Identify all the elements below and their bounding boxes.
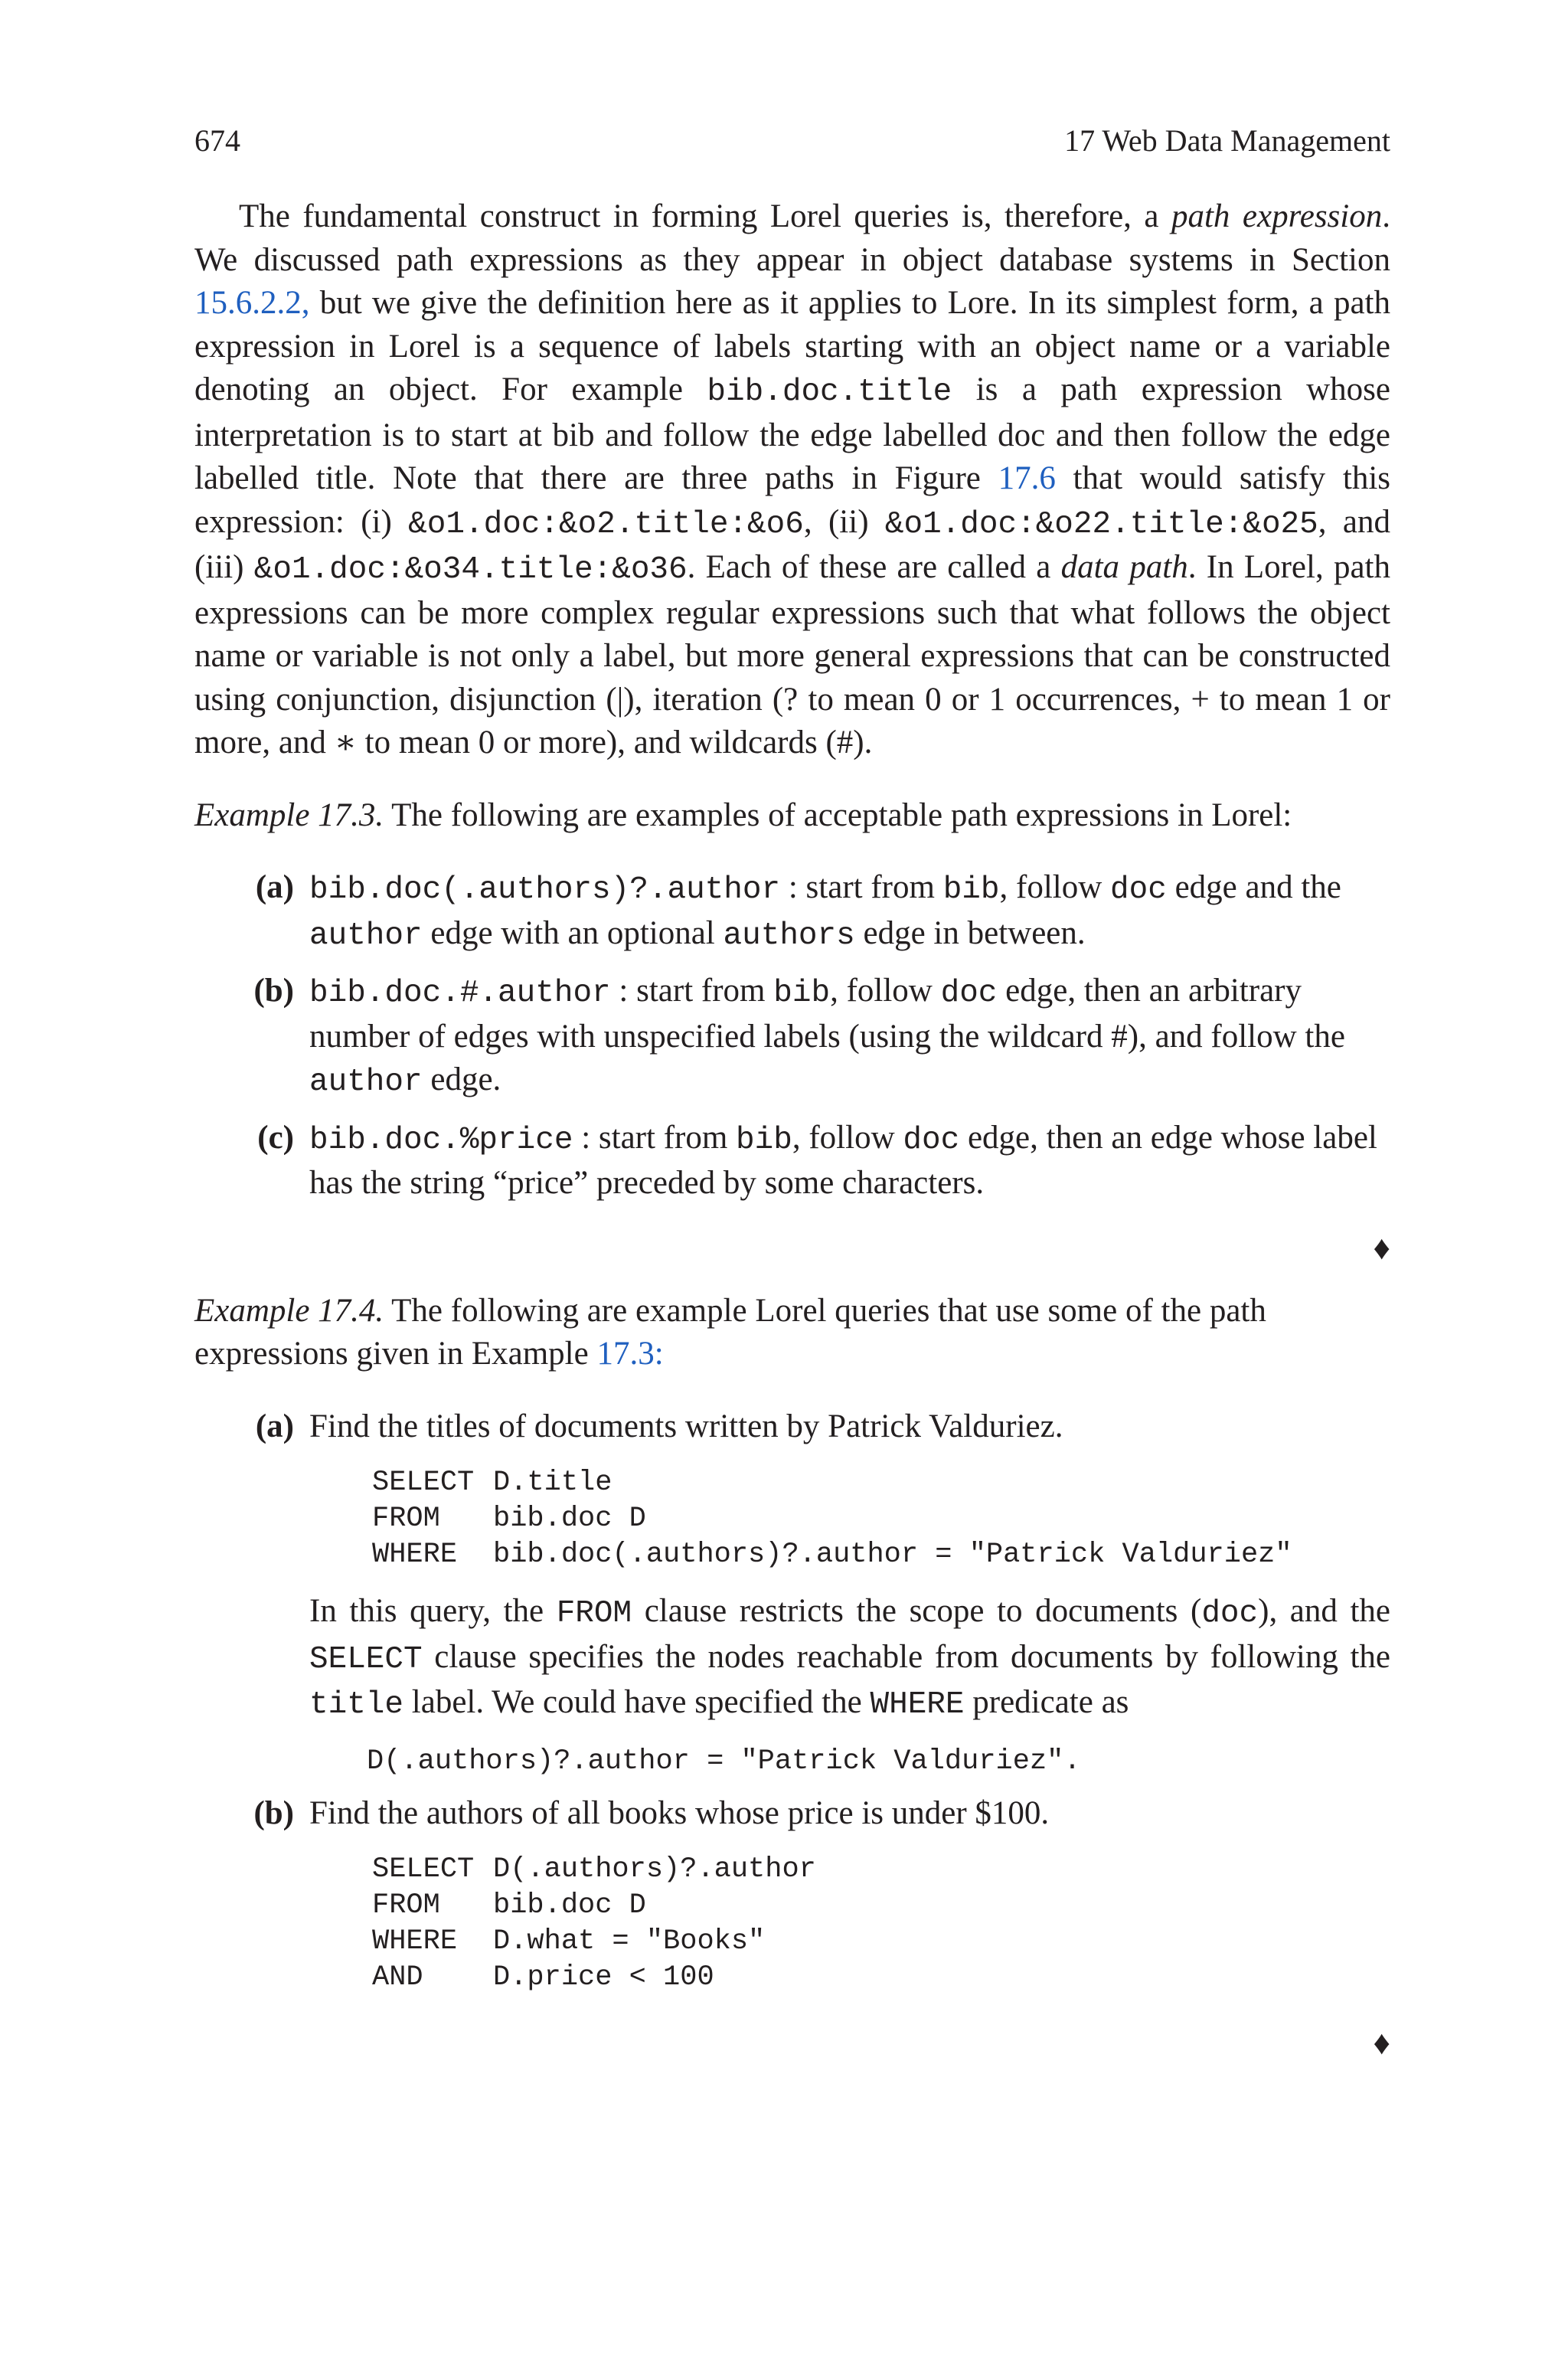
code-block: [372, 1465, 1390, 1573]
item-title: Find the authors of all books whose price is under $100.: [309, 1794, 1050, 1831]
text: The fundamental construct in forming Lorel queries is, therefore, a: [239, 198, 1171, 234]
text: edge with an optional: [422, 914, 724, 951]
text: , follow: [830, 973, 941, 1009]
example-17-3-heading: [194, 794, 1390, 838]
inline-code: author: [309, 918, 423, 953]
text: , follow: [792, 1119, 903, 1156]
inline-code: bib: [736, 1122, 792, 1158]
term-data-path: data path: [1060, 549, 1188, 585]
text: predicate as: [964, 1684, 1129, 1720]
inline-code: &o1.doc:&o2.title:&o6: [408, 506, 804, 542]
code-value: D.title: [493, 1467, 612, 1499]
inline-code: bib.doc.%price: [309, 1122, 573, 1158]
code-snippet: D(.authors)?.author = "Patrick Valduriez".: [367, 1745, 1081, 1778]
list-item: [194, 1405, 1390, 1780]
inline-code: bib.doc.#.author: [309, 976, 611, 1011]
code-line: [372, 1888, 1390, 1924]
code-line: [372, 1960, 1390, 1996]
text: edge and the: [1166, 869, 1341, 905]
code-line: [372, 1501, 1390, 1537]
inline-code: &o1.doc:&o22.title:&o25: [884, 506, 1318, 542]
page-number: 674: [194, 123, 240, 158]
inline-code: doc: [903, 1122, 960, 1158]
item-label: (b): [253, 973, 294, 1009]
inline-code: doc: [1110, 872, 1167, 908]
example-label: Example 17.4.: [194, 1292, 384, 1329]
inline-code: bib: [773, 976, 831, 1011]
inline-code: author: [309, 1065, 423, 1100]
inline-code: title: [309, 1687, 404, 1722]
running-header: [194, 123, 1390, 168]
text: . We discussed path expressions as they appear in object database systems in Section: [194, 198, 1390, 278]
inline-code: authors: [723, 918, 855, 953]
inline-code: &o1.doc:&o34.title:&o36: [253, 552, 688, 587]
item-title: Find the titles of documents written by Patrick Valduriez.: [309, 1408, 1063, 1444]
item-label: (b): [253, 1794, 294, 1831]
keyword: AND: [372, 1961, 423, 1994]
text: but we give the definition here as it applies to Lore. In its simplest form, a path expression in Lorel is a sequence of labels starting with an object name or a variable denoting an object. For example: [194, 285, 1390, 407]
inline-code: doc: [940, 976, 998, 1011]
keyword: SELECT: [372, 1467, 475, 1499]
text: edge, then an arbitrary number of edges with unspecified labels (using the wildcard #), and follow the: [309, 973, 1345, 1055]
code-block: [372, 1852, 1390, 1996]
example-link[interactable]: 17.3:: [596, 1336, 664, 1372]
list-item: [194, 866, 1390, 957]
item-label: (c): [257, 1119, 294, 1156]
keyword: SELECT: [372, 1853, 475, 1886]
code-value: D(.authors)?.author: [493, 1853, 816, 1886]
example-end-marker: [194, 1218, 1390, 1271]
text: In this query, the: [309, 1593, 557, 1629]
list-item: [194, 1792, 1390, 1997]
code-value: D.price < 100: [493, 1961, 714, 1994]
text: clause specifies the nodes reachable from documents by following the: [422, 1638, 1390, 1675]
code-value: bib.doc(.authors)?.author = "Patrick Valduriez": [493, 1539, 1292, 1571]
inline-code: bib.doc(.authors)?.author: [309, 872, 781, 908]
text: : start from: [780, 869, 943, 905]
code-value: bib.doc D: [493, 1889, 646, 1922]
text: , and (iii): [194, 503, 1390, 585]
text: , (ii): [803, 503, 885, 540]
list-item: [194, 1117, 1390, 1205]
inline-code: SELECT: [309, 1641, 423, 1677]
text: edge.: [422, 1061, 501, 1097]
text: . In Lorel, path expressions can be more complex regular expressions such that what follows the object name or variable is not only a label, but more general expressions that can be constructed using conjunction, disjunction (|), iteration (? to mean 0 or 1 occurrences, + to mean 1 or more, and ∗ to mean 0 or more), and wildcards (#).: [194, 549, 1390, 761]
text: The following are examples of acceptable path expressions in Lorel:: [384, 796, 1292, 833]
text: edge, then an edge whose label has the string “price” preceded by some characters.: [309, 1119, 1377, 1201]
running-title: 17 Web Data Management: [1064, 123, 1390, 158]
text: : start from: [573, 1119, 737, 1156]
item-label: (a): [255, 1408, 294, 1444]
example-label: Example 17.3.: [194, 796, 384, 833]
term-path-expression: path expression: [1171, 198, 1383, 234]
inline-code: doc: [1201, 1596, 1259, 1631]
inline-code: bib.doc.title: [707, 375, 952, 410]
body-content: [194, 195, 1390, 2066]
code-value: bib.doc D: [493, 1503, 646, 1535]
example-end-marker: [194, 2013, 1390, 2066]
code-value: D.what = "Books": [493, 1925, 766, 1958]
code-line: [372, 1924, 1390, 1960]
text: The following are example Lorel queries that use some of the path expressions given in Example: [194, 1292, 1266, 1372]
diamond-icon: ♦: [1373, 2024, 1390, 2062]
list-item: [194, 970, 1390, 1104]
example-17-3-items: [194, 866, 1390, 1205]
text: label. We could have specified the: [403, 1684, 871, 1720]
inline-code: bib: [942, 872, 1000, 908]
text: is a path expression whose interpretation is to start at bib and follow the edge labelled doc and then follow the edge labelled title. Note that there are three paths in Figure: [194, 371, 1391, 496]
text: . Each of these are called a: [687, 549, 1061, 585]
figure-link[interactable]: 17.6: [998, 460, 1056, 496]
text: clause restricts the scope to documents (: [632, 1593, 1202, 1629]
inline-code: WHERE: [870, 1687, 965, 1722]
text: : start from: [610, 973, 774, 1009]
keyword: FROM: [372, 1503, 440, 1535]
paragraph-path-expression: [194, 195, 1390, 765]
example-17-4-items: [194, 1405, 1390, 1997]
code-line: [372, 1537, 1390, 1573]
item-label: (a): [255, 869, 294, 905]
code-line: [372, 1852, 1390, 1888]
code-line: [372, 1465, 1390, 1501]
inline-code: FROM: [556, 1596, 632, 1631]
keyword: WHERE: [372, 1539, 458, 1571]
text: that would satisfy this expression: (i): [194, 460, 1390, 540]
keyword: WHERE: [372, 1925, 458, 1958]
text: edge in between.: [854, 914, 1086, 951]
keyword: FROM: [372, 1889, 440, 1922]
text: ), and the: [1258, 1593, 1390, 1629]
text: , follow: [999, 869, 1111, 905]
item-explanation: [309, 1590, 1390, 1727]
section-link[interactable]: 15.6.2.2,: [194, 285, 310, 321]
example-17-4-heading: [194, 1290, 1390, 1376]
diamond-icon: ♦: [1373, 1228, 1390, 1267]
